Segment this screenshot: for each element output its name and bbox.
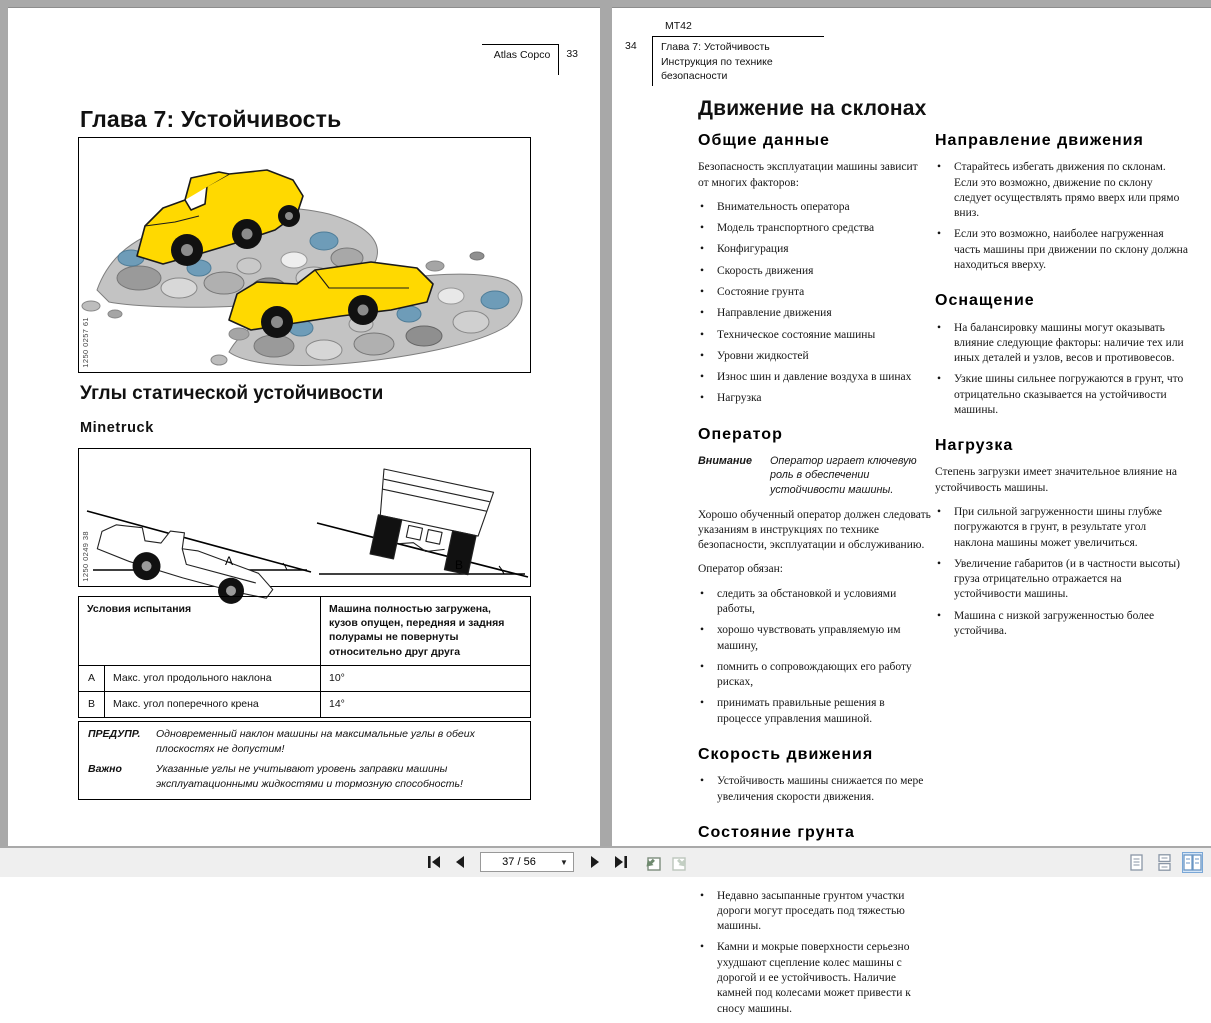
bullet-icon: •: [700, 392, 705, 405]
bullet-icon: •: [700, 243, 705, 256]
list-item: [698, 349, 931, 364]
warning-note: [79, 722, 530, 757]
bullet-icon: •: [700, 775, 705, 788]
list-item: [935, 505, 1188, 551]
list-item-text: Камни и мокрые поверхности серьезно ухудшают сцепление колес машины с дорогой и ее устойчивость. Наличие камней под колесами может привести к сносу машины.: [717, 941, 911, 1015]
page-title: Движение на склонах: [698, 97, 927, 120]
bullet-icon: •: [700, 349, 705, 362]
document-page-33: [8, 9, 600, 846]
page-header-left: [482, 44, 580, 75]
warning-notes-box: [78, 721, 531, 800]
row-value: 14°: [321, 691, 531, 717]
previous-page-button[interactable]: [448, 851, 470, 873]
bullet-icon: •: [700, 200, 705, 213]
list-item-text: Недавно засыпанные грунтом участки дороги могут проседать под тяжестью машины.: [717, 889, 905, 933]
section-equipment-heading: Оснащение: [935, 292, 1035, 310]
bullet-icon: •: [700, 660, 705, 673]
bullet-icon: •: [937, 609, 942, 622]
list-item-text: На балансировку машины могут оказывать влияние следующие факторы: наличие тех или иных деталей и узлов, весов и противовесов.: [954, 321, 1184, 365]
continuous-layout-button[interactable]: [1154, 852, 1175, 873]
subsection-title-minetruck: Minetruck: [80, 420, 154, 436]
figure-trucks-on-rocks: [78, 137, 531, 373]
list-item: [935, 160, 1188, 221]
section-general-intro: Безопасность эксплуатации машины зависит от многих факторов:: [698, 161, 918, 189]
table-header-conditions: Условия испытания: [79, 597, 321, 666]
previous-view-button[interactable]: [642, 851, 664, 873]
list-item: [698, 221, 931, 236]
facing-pages-layout-button[interactable]: [1182, 852, 1203, 873]
row-key: A: [79, 665, 105, 691]
section-ground-heading: Состояние грунта: [698, 823, 855, 841]
bullet-icon: •: [700, 624, 705, 637]
list-item: [935, 321, 1188, 367]
list-item-text: Узкие шины сильнее погружаются в грунт, что отрицательно сказывается на устойчивости машины.: [954, 373, 1184, 416]
chapter-title: Глава 7: Устойчивость: [80, 106, 342, 132]
stability-table-block: [78, 596, 531, 800]
bullet-icon: •: [700, 307, 705, 320]
list-item-text: помнить о сопровождающих его работу рисках,: [717, 660, 912, 689]
bullet-icon: •: [700, 222, 705, 235]
header-doc-title: Инструкция по технике безопасности: [661, 55, 773, 83]
list-item-text: Внимательность оператора: [717, 200, 850, 213]
document-page-34: [612, 9, 1211, 1015]
last-page-icon: [614, 855, 629, 869]
text-column-1: [698, 130, 931, 1023]
list-item-text: принимать правильные решения в процессе управления машиной.: [717, 697, 885, 725]
header-page-number: 34: [625, 40, 637, 52]
section-title-static-angles: Углы статической устойчивости: [80, 383, 384, 404]
stability-angles-diagram: [79, 449, 530, 586]
attention-note: [698, 454, 931, 498]
row-key: B: [79, 691, 105, 717]
window-frame-left: [0, 0, 8, 846]
list-item: [698, 774, 931, 805]
first-page-button[interactable]: [422, 851, 444, 873]
bullet-icon: •: [700, 697, 705, 710]
list-item: [698, 370, 931, 385]
header-page-number: 33: [558, 44, 580, 75]
attention-text: Оператор играет ключевую роль в обеспечении устойчивости машины.: [770, 454, 917, 497]
trucks-terrain-illustration: [79, 138, 530, 372]
list-item: [698, 696, 931, 727]
list-item-text: Увеличение габаритов (и в частности высоты) груза отрицательно отражается на устойчивости машины.: [954, 557, 1180, 601]
angle-label-b: B: [455, 558, 464, 572]
list-item-text: Нагрузка: [717, 392, 762, 405]
bullet-icon: •: [700, 328, 705, 341]
page-header-right: [625, 20, 824, 86]
angle-label-a: A: [225, 554, 234, 568]
list-item-text: Старайтесь избегать движения по склонам. Если это возможно, движение по склону следует осуществлять прямо вверх или прямо вниз.: [954, 161, 1180, 220]
page-number-input[interactable]: [481, 854, 557, 870]
next-view-icon: [669, 854, 689, 871]
operator-paragraph-1: Хорошо обученный оператор должен следовать указаниям в инструкциях по технике безопасности, эксплуатации и обслуживанию.: [698, 508, 931, 552]
stability-table: [78, 596, 531, 718]
list-item: [698, 242, 931, 257]
table-header-row: [79, 597, 531, 666]
list-item: [698, 200, 931, 215]
bullet-icon: •: [700, 587, 705, 600]
list-item-text: Модель транспортного средства: [717, 222, 875, 235]
section-speed-heading: Скорость движения: [698, 745, 874, 763]
list-item: [698, 889, 931, 935]
bullet-icon: •: [937, 506, 942, 519]
page-layout-controls: [1126, 852, 1203, 873]
list-item: [698, 587, 931, 618]
bullet-icon: •: [937, 228, 942, 241]
figure-reference-code: 1250 0249 38: [81, 531, 90, 582]
section-load-heading: Нагрузка: [935, 437, 1014, 455]
list-item: [935, 557, 1188, 603]
header-brand: Atlas Copco: [482, 44, 559, 75]
list-item-text: Износ шин и давление воздуха в шинах: [717, 371, 912, 384]
row-description: Макс. угол продольного наклона: [105, 665, 321, 691]
list-item-text: При сильной загруженности шины глубже погружаются в грунт, в результате угол наклона машины может увеличиться.: [954, 506, 1162, 549]
header-chapter: Глава 7: Устойчивость: [661, 41, 770, 53]
load-intro: Степень загрузки имеет значительное влияние на устойчивость машины.: [935, 466, 1178, 494]
bullet-icon: •: [937, 161, 942, 174]
table-row: [79, 665, 531, 691]
list-item-text: Направление движения: [717, 307, 832, 320]
list-item-text: хорошо чувствовать управляемую им машину,: [717, 624, 901, 652]
page-number-combo[interactable]: [480, 852, 574, 872]
section-operator-heading: Оператор: [698, 425, 783, 443]
list-item-text: Состояние грунта: [717, 285, 805, 298]
list-item-text: Машина с низкой загруженностью более устойчива.: [954, 609, 1155, 637]
section-general-heading: Общие данные: [698, 132, 830, 149]
viewer-toolbar: [0, 846, 1211, 877]
bullet-icon: •: [937, 557, 942, 570]
list-item-text: Скорость движения: [717, 264, 814, 277]
page-divider: [600, 0, 612, 846]
facing-pages-layout-icon: [1183, 854, 1202, 871]
continuous-layout-icon: [1157, 854, 1172, 871]
bullet-icon: •: [700, 371, 705, 384]
list-item: [698, 660, 931, 691]
list-item: [698, 306, 931, 321]
bullet-icon: •: [937, 373, 942, 386]
single-page-layout-button[interactable]: [1126, 852, 1147, 873]
list-item: [698, 264, 931, 279]
bullet-icon: •: [700, 889, 705, 902]
important-note: [79, 757, 530, 798]
attention-label: Внимание: [698, 454, 753, 467]
figure-stability-angles: [78, 448, 531, 587]
list-item-text: Если это возможно, наиболее нагруженная часть машины при движении по склону должна находиться вверху.: [954, 228, 1188, 271]
previous-page-icon: [453, 855, 466, 869]
header-chapter-block: [652, 36, 824, 86]
row-description: Макс. угол поперечного крена: [105, 691, 321, 717]
list-item: [935, 227, 1188, 273]
list-item-text: следить за обстановкой и условиями работы,: [717, 587, 897, 615]
operator-paragraph-2: Оператор обязан:: [698, 563, 783, 576]
next-view-button[interactable]: [668, 851, 690, 873]
note-text: Одновременный наклон машины на максимальные углы в обеих плоскостях не допустим!: [156, 728, 475, 755]
note-text: Указанные углы не учитывают уровень заправки машины эксплуатационными жидкостями и тормозную способность!: [156, 763, 463, 791]
table-header-machine-state: Машина полностью загружена, кузов опущен, передняя и задняя полурамы не повернуты относительно друг друга: [321, 597, 531, 666]
bullet-icon: •: [937, 321, 942, 334]
row-value: 10°: [321, 665, 531, 691]
note-label: ПРЕДУПР.: [88, 728, 141, 741]
single-page-layout-icon: [1129, 854, 1144, 871]
page-navigation: [422, 851, 690, 873]
bullet-icon: •: [700, 285, 705, 298]
list-item: [698, 285, 931, 300]
first-page-icon: [426, 855, 441, 869]
list-item-text: Устойчивость машины снижается по мере увеличения скорости движения.: [717, 775, 924, 803]
note-label: Важно: [88, 763, 122, 776]
list-item: [698, 940, 931, 1016]
section-direction-heading: Направление движения: [935, 132, 1144, 149]
list-item-text: Уровни жидкостей: [717, 349, 809, 362]
list-item: [935, 372, 1188, 418]
list-item: [935, 609, 1188, 640]
table-row: [79, 691, 531, 717]
bullet-icon: •: [700, 941, 705, 954]
next-page-button[interactable]: [584, 851, 606, 873]
bullet-icon: •: [700, 264, 705, 277]
next-page-icon: [589, 855, 602, 869]
list-item-text: Техническое состояние машины: [717, 328, 876, 341]
text-column-2: [935, 130, 1188, 645]
list-item-text: Конфигурация: [717, 243, 789, 256]
list-item: [698, 328, 931, 343]
list-item: [698, 391, 931, 406]
figure-reference-code: 1250 0257 61: [81, 317, 90, 368]
header-model: MT42: [665, 20, 692, 32]
dropdown-caret-icon[interactable]: ▼: [560, 857, 568, 867]
last-page-button[interactable]: [610, 851, 632, 873]
previous-view-icon: [643, 854, 663, 871]
list-item: [698, 623, 931, 654]
